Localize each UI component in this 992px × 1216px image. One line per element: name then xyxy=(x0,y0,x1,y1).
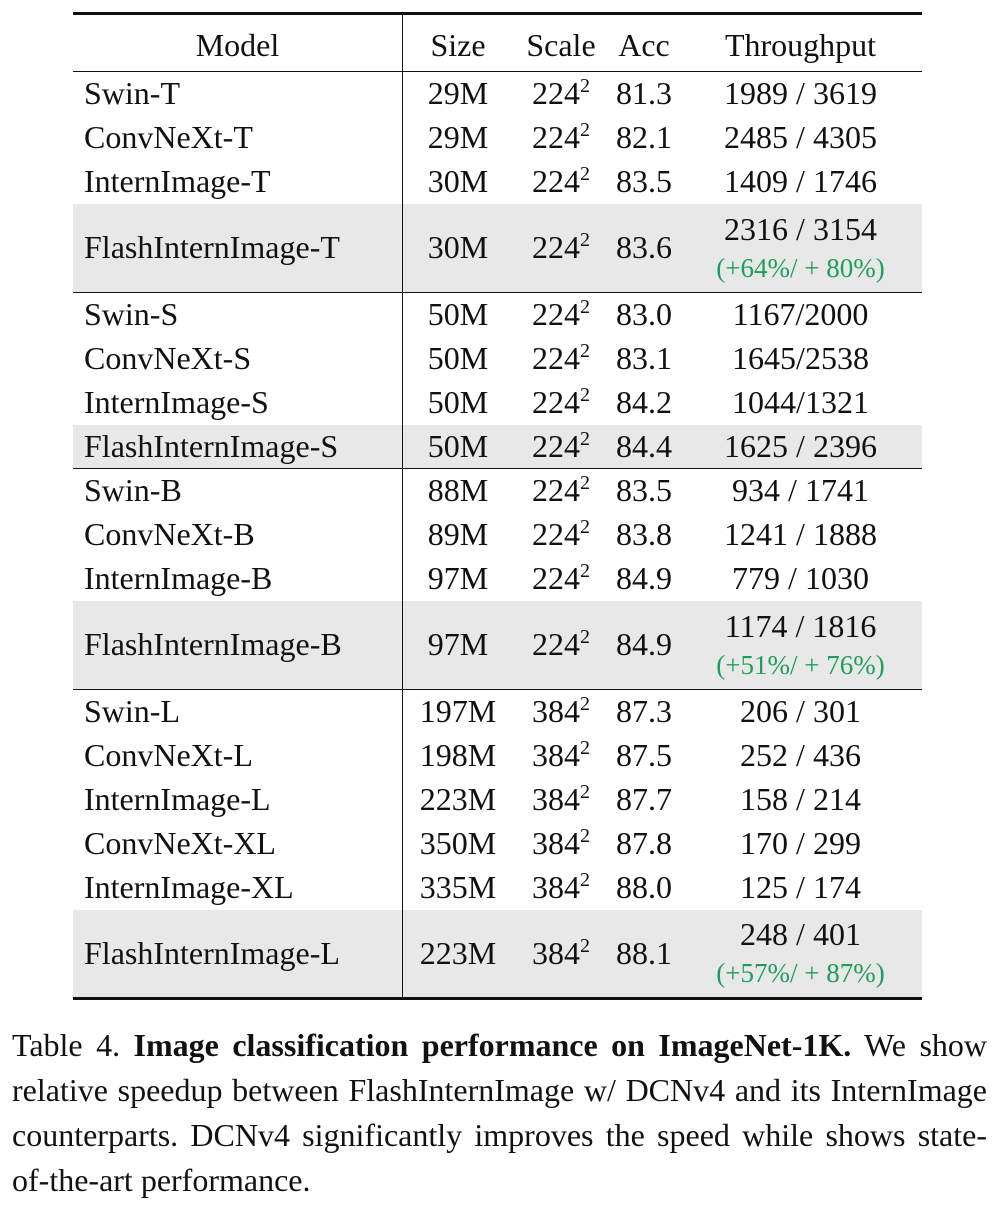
scale-value: 384 xyxy=(532,737,580,773)
cell-size: 50M xyxy=(403,293,514,337)
cell-size: 350M xyxy=(419,825,497,861)
scale-value: 224 xyxy=(532,119,580,155)
cell-throughput xyxy=(679,910,922,999)
cell-size: 223M xyxy=(403,910,514,999)
cell-scale xyxy=(513,910,609,999)
cell-scale xyxy=(513,469,609,513)
table-row xyxy=(73,734,922,778)
cell-model: FlashInternImage-B xyxy=(73,601,403,690)
cell-throughput xyxy=(679,204,922,293)
scale-value: 224 xyxy=(532,427,580,464)
cell-throughput: 1989 / 3619 xyxy=(724,75,877,112)
cell-model: ConvNeXt-L xyxy=(73,734,403,778)
cell-throughput: 1044/1321 xyxy=(732,384,869,420)
scale-exponent: 2 xyxy=(580,296,590,319)
header-scale: Scale xyxy=(513,14,609,72)
cell-acc: 82.1 xyxy=(616,119,672,155)
cell-acc: 84.9 xyxy=(616,560,672,596)
cell-model: Swin-B xyxy=(73,469,403,513)
cell-acc: 88.1 xyxy=(609,910,679,999)
table-row xyxy=(73,822,922,866)
cell-scale xyxy=(513,557,609,601)
scale-exponent: 2 xyxy=(580,560,590,582)
scale-exponent: 2 xyxy=(580,825,590,847)
results-table xyxy=(73,12,922,1000)
cell-scale xyxy=(513,822,609,866)
table-row xyxy=(73,381,922,425)
scale-exponent: 2 xyxy=(580,229,590,252)
scale-value: 224 xyxy=(532,516,580,552)
cell-model: InternImage-S xyxy=(73,381,403,425)
cell-throughput: 252 / 436 xyxy=(740,737,861,773)
cell-acc: 83.8 xyxy=(616,516,672,552)
caption-title: Image classification performance on ImageNet-1K. xyxy=(133,1027,852,1063)
scale-exponent: 2 xyxy=(580,427,590,450)
scale-exponent: 2 xyxy=(580,384,590,406)
cell-acc: 87.5 xyxy=(616,737,672,773)
cell-scale xyxy=(513,293,609,337)
table-row xyxy=(73,204,922,293)
cell-acc: 87.8 xyxy=(616,825,672,861)
cell-scale xyxy=(513,601,609,690)
table-row xyxy=(73,160,922,204)
throughput-value: 1174 / 1816 xyxy=(724,607,877,644)
cell-scale xyxy=(513,866,609,910)
scale-value: 384 xyxy=(532,825,580,861)
cell-size: 50M xyxy=(427,384,489,420)
table-row xyxy=(73,337,922,381)
cell-scale xyxy=(513,160,609,204)
cell-scale xyxy=(513,381,609,425)
scale-value: 384 xyxy=(532,934,580,971)
scale-exponent: 2 xyxy=(580,781,590,803)
table-row xyxy=(73,116,922,160)
speedup-value: (+64%/ + 80%) xyxy=(716,252,885,283)
table-row xyxy=(73,293,922,337)
scale-value: 384 xyxy=(532,869,580,905)
cell-throughput: 206 / 301 xyxy=(679,690,922,734)
speedup-value: (+57%/ + 87%) xyxy=(716,958,885,989)
cell-acc: 81.3 xyxy=(616,75,672,112)
scale-value: 224 xyxy=(532,229,580,266)
cell-acc: 88.0 xyxy=(616,869,672,905)
cell-model: InternImage-XL xyxy=(73,866,403,910)
cell-acc: 83.1 xyxy=(616,340,672,376)
cell-size: 197M xyxy=(403,690,514,734)
scale-value: 224 xyxy=(532,296,580,333)
cell-size: 88M xyxy=(403,469,514,513)
scale-value: 224 xyxy=(532,340,580,376)
cell-acc: 84.2 xyxy=(616,384,672,420)
cell-model: InternImage-T xyxy=(73,160,403,204)
cell-size: 29M xyxy=(427,75,489,112)
cell-model: Swin-S xyxy=(73,293,403,337)
cell-throughput: 1645/2538 xyxy=(732,340,869,376)
cell-acc: 83.5 xyxy=(616,163,672,199)
cell-model: InternImage-B xyxy=(73,557,403,601)
table-row xyxy=(73,778,922,822)
scale-value: 224 xyxy=(532,626,580,663)
scale-exponent: 2 xyxy=(580,869,590,891)
cell-acc: 87.3 xyxy=(609,690,679,734)
cell-scale xyxy=(513,337,609,381)
cell-throughput: 125 / 174 xyxy=(740,869,861,905)
cell-throughput: 170 / 299 xyxy=(740,825,861,861)
cell-model: FlashInternImage-T xyxy=(73,204,403,293)
cell-scale xyxy=(513,204,609,293)
header-acc: Acc xyxy=(609,14,679,72)
cell-throughput: 1625 / 2396 xyxy=(724,427,877,464)
table-body xyxy=(73,72,922,999)
table-row xyxy=(73,557,922,601)
speedup-value: (+51%/ + 76%) xyxy=(716,649,885,680)
cell-size: 30M xyxy=(427,163,489,199)
scale-exponent: 2 xyxy=(580,626,590,649)
header-model: Model xyxy=(73,14,403,72)
cell-model: FlashInternImage-S xyxy=(73,425,403,469)
table-row xyxy=(73,690,922,734)
cell-scale xyxy=(513,513,609,557)
throughput-value: 2316 / 3154 xyxy=(724,210,877,247)
scale-exponent: 2 xyxy=(580,340,590,362)
cell-scale xyxy=(513,734,609,778)
cell-acc: 84.4 xyxy=(616,427,672,464)
table-row xyxy=(73,601,922,690)
table-row xyxy=(73,866,922,910)
cell-throughput: 779 / 1030 xyxy=(732,560,869,596)
scale-value: 224 xyxy=(532,472,580,509)
cell-size: 223M xyxy=(419,781,497,817)
table-row xyxy=(73,910,922,999)
cell-size: 29M xyxy=(427,119,489,155)
scale-exponent: 2 xyxy=(580,472,590,495)
scale-value: 224 xyxy=(532,75,580,112)
scale-exponent: 2 xyxy=(580,119,590,141)
cell-throughput: 158 / 214 xyxy=(740,781,861,817)
table-row xyxy=(73,425,922,469)
cell-size: 198M xyxy=(419,737,497,773)
cell-model: FlashInternImage-L xyxy=(73,910,403,999)
cell-throughput: 2485 / 4305 xyxy=(724,119,877,155)
caption-body: We show relative speedup between FlashInternImage w/ DCNv4 and its InternImage counterparts. DCNv4 significantly improves the speed while shows state-of-the-art performance. xyxy=(12,1027,988,1198)
table-row xyxy=(73,469,922,513)
cell-model: InternImage-L xyxy=(73,778,403,822)
cell-model: ConvNeXt-S xyxy=(73,337,403,381)
scale-value: 224 xyxy=(532,163,580,199)
cell-size: 97M xyxy=(427,626,489,663)
cell-size: 89M xyxy=(427,516,489,552)
cell-acc: 84.9 xyxy=(616,626,672,663)
scale-value: 224 xyxy=(532,560,580,596)
cell-acc: 83.0 xyxy=(609,293,679,337)
scale-value: 224 xyxy=(532,384,580,420)
header-size: Size xyxy=(403,14,514,72)
scale-exponent: 2 xyxy=(580,163,590,185)
cell-model: Swin-L xyxy=(73,690,403,734)
cell-size: 30M xyxy=(427,229,489,266)
cell-acc: 83.5 xyxy=(609,469,679,513)
scale-value: 384 xyxy=(532,693,580,730)
cell-throughput: 1409 / 1746 xyxy=(724,163,877,199)
cell-model: Swin-T xyxy=(73,72,403,116)
cell-size: 50M xyxy=(427,427,489,464)
scale-value: 384 xyxy=(532,781,580,817)
cell-scale xyxy=(513,778,609,822)
cell-throughput xyxy=(679,601,922,690)
cell-throughput: 1167/2000 xyxy=(679,293,922,337)
cell-size: 50M xyxy=(427,340,489,376)
cell-scale xyxy=(513,116,609,160)
scale-exponent: 2 xyxy=(580,75,590,98)
scale-exponent: 2 xyxy=(580,693,590,716)
table-row xyxy=(73,513,922,557)
cell-throughput: 934 / 1741 xyxy=(679,469,922,513)
cell-model: ConvNeXt-B xyxy=(73,513,403,557)
cell-scale xyxy=(513,72,609,116)
cell-model: ConvNeXt-T xyxy=(73,116,403,160)
scale-exponent: 2 xyxy=(580,934,590,957)
cell-scale xyxy=(513,690,609,734)
table-caption xyxy=(12,1023,987,1203)
cell-model: ConvNeXt-XL xyxy=(73,822,403,866)
cell-throughput: 1241 / 1888 xyxy=(724,516,877,552)
table-row xyxy=(73,72,922,116)
cell-size: 335M xyxy=(419,869,497,905)
scale-exponent: 2 xyxy=(580,516,590,538)
cell-acc: 87.7 xyxy=(616,781,672,817)
header-throughput: Throughput xyxy=(679,14,922,72)
cell-size: 97M xyxy=(427,560,489,596)
header-row xyxy=(73,14,922,72)
scale-exponent: 2 xyxy=(580,737,590,759)
cell-scale xyxy=(513,425,609,469)
caption-label: Table 4. xyxy=(12,1027,121,1063)
throughput-value: 248 / 401 xyxy=(740,916,861,953)
cell-acc: 83.6 xyxy=(616,229,672,266)
